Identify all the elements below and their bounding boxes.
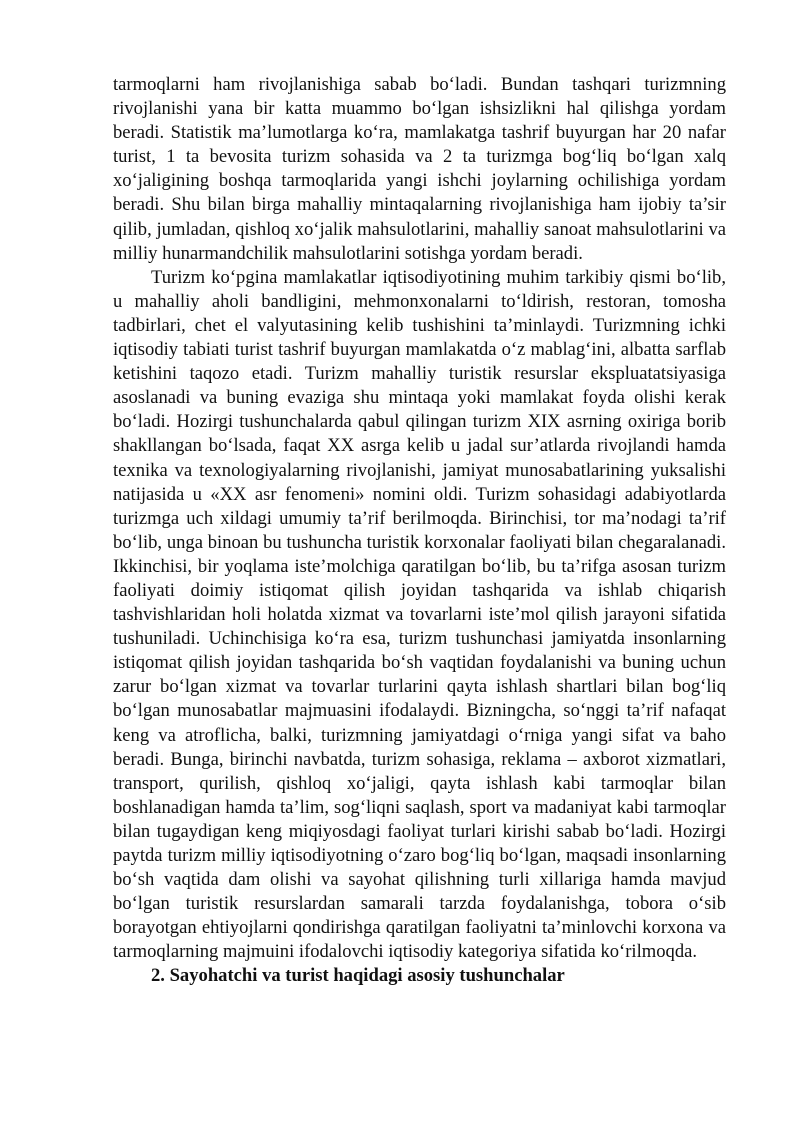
paragraph-continuation: tarmoqlarni ham rivojlanishiga sabab bo‘ladi. Bundan tashqari turizmning rivojlanishi yana bir katta muammo bo‘lgan ishsizlikni hal qilishga yordam beradi. Statistik ma’lumotlarga ko‘ra, mamlakatga tashrif buyurgan har 20 nafar turist, 1 ta bevosita turizm sohasida va 2 ta turizmga bog‘liq bo‘lgan xalq xo‘jaligining boshqa tarmoqlarida yangi ishchi joylarning ochilishiga yordam beradi. Shu bilan birga mahalliy mintaqalarning rivojlanishiga ham ijobiy ta’sir qilib, jumladan, qishloq xo‘jalik mahsulotlarini, mahalliy sanoat mahsulotlarini va milliy hunarmandchilik mahsulotlarini sotishga yordam beradi. [113, 74, 726, 264]
document-body [113, 73, 726, 989]
paragraph-tourism-economy: Turizm ko‘pgina mamlakatlar iqtisodiyotining muhim tarkibiy qismi bo‘lib, u mahalliy aholi bandligini, mehmonxonalarni to‘ldirish, restoran, tomosha tadbirlari, chet el valyutasining kelib tushishini ta’minlaydi. Turizmning ichki iqtisodiy tabiati turist tashrif buyurgan mamlakatda o‘z mablag‘ini, albatta sarflab ketishini taqozo etadi. Turizm mahalliy turistik resurslar ekspluatatsiyasiga asoslanadi va buning evaziga shu mintaqa yoki mamlakat foyda olishi kerak bo‘ladi. Hozirgi tushunchalarda qabul qilingan turizm XIX asrning oxiriga borib shakllangan bo‘lsada, faqat XX asrga kelib u jadal sur’atlarda rivojlandi hamda texnika va texnologiyalarning rivojlanishi, jamiyat munosabatlarining yuksalishi natijasida u «XX asr fenomeni» nomini oldi. Turizm sohasidagi adabiyotlarda turizmga uch xildagi umumiy ta’rif berilmoqda. Birinchisi, tor ma’nodagi ta’rif bo‘lib, unga binoan bu tushuncha turistik korxonalar faoliyati bilan chegaralanadi. Ikkinchisi, bir yoqlama iste’molchiga qaratilgan bo‘lib, bu ta’rifga asosan turizm faoliyati doimiy istiqomat qilish joyidan tashqarida va ishlab chiqarish tashvishlaridan holi holatda xizmat va tovarlarni iste’mol qilish jarayoni sifatida tushuniladi. Uchinchisiga ko‘ra esa, turizm tushunchasi jamiyatda insonlarning istiqomat qilish joyidan tashqarida bo‘sh vaqtidan foydalanishi va buning uchun zarur bo‘lgan xizmat va tovarlar turlarini qayta ishlash shartlari bilan bog‘liq bo‘lgan munosabatlar majmuasini ifodalaydi. Bizningcha, so‘nggi ta’rif nafaqat keng va atroflicha, balki, turizmning jamiyatdagi o‘rniga yangi sifat va baho beradi. Bunga, birinchi navbatda, turizm sohasiga, reklama – axborot xizmatlari, transport, qurilish, qishloq xo‘jaligi, qayta ishlash kabi tarmoqlar bilan boshlanadigan hamda ta’lim, sog‘liqni saqlash, sport va madaniyat kabi tarmoqlar bilan tugaydigan keng miqiyosdagi faoliyat turlari kirishi sabab bo‘ladi. Hozirgi paytda turizm milliy iqtisodiyotning o‘zaro bog‘liq bo‘lgan, maqsadi insonlarning bo‘sh vaqtida dam olishi va sayohat qilishning turli xillariga hamda mavjud bo‘lgan turistik resurslardan samarali tarzda foydalanishga, tobora o‘sib borayotgan ehtiyojlarni qondirishga qaratilgan faoliyatni ta’minlovchi korxona va tarmoqlarning majmuini ifodalovchi iqtisodiy kategoriya sifatida ko‘rilmoqda. [113, 266, 726, 963]
section-heading: 2. Sayohatchi va turist haqidagi asosiy tushunchalar [151, 965, 565, 987]
